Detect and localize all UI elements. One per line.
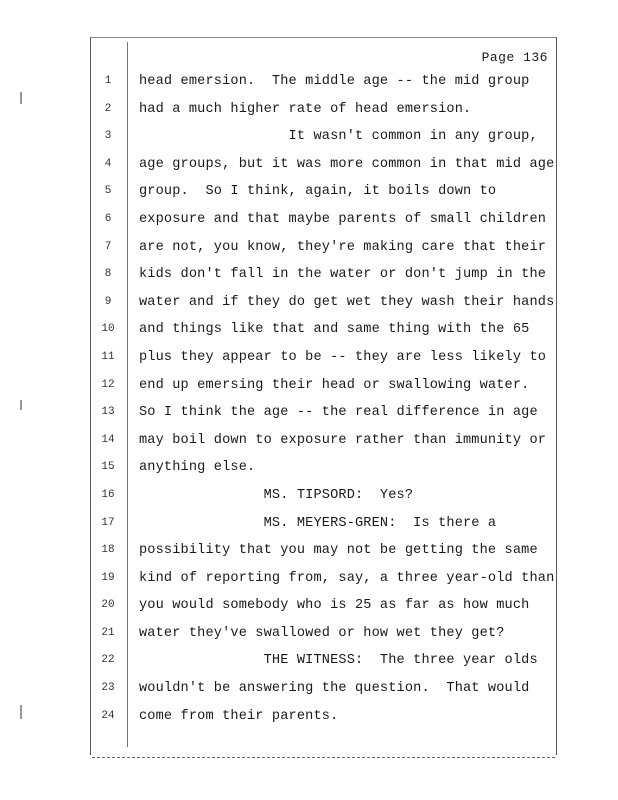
transcript-body: [96, 68, 556, 730]
line-number: 23: [101, 682, 115, 695]
transcript-line: [96, 675, 556, 703]
line-text: water they've swallowed or how wet they get?: [139, 625, 505, 641]
line-number: 21: [101, 626, 115, 639]
transcript-line: [96, 178, 556, 206]
left-margin-mark: [20, 92, 22, 104]
line-number: 4: [104, 157, 112, 170]
line-number: 16: [101, 488, 115, 501]
line-number: 13: [101, 406, 115, 419]
page-number: Page 136: [481, 50, 548, 65]
transcript-line: [96, 454, 556, 482]
left-margin-mark: [20, 705, 22, 719]
line-number: 5: [104, 185, 112, 198]
line-text: It wasn't common in any group,: [139, 129, 538, 145]
line-number: 15: [101, 461, 115, 474]
transcript-line: [96, 537, 556, 565]
transcript-line: [96, 427, 556, 455]
line-number: 19: [101, 571, 115, 584]
transcript-line: [96, 261, 556, 289]
line-text: possibility that you may not be getting the same: [139, 543, 538, 559]
line-number: 8: [104, 268, 112, 281]
line-text: water and if they do get wet they wash their hands: [139, 294, 555, 310]
transcript-line: [96, 620, 556, 648]
line-number: 3: [104, 130, 112, 143]
line-number: 10: [101, 323, 115, 336]
line-text: plus they appear to be -- they are less likely to: [139, 349, 547, 365]
bottom-rule: [92, 757, 555, 760]
line-number: 14: [101, 433, 115, 446]
line-number: 1: [104, 75, 112, 87]
transcript-line: [96, 206, 556, 234]
line-text: kids don't fall in the water or don't jump in the: [139, 267, 547, 283]
transcript-line: [96, 96, 556, 124]
line-number: 24: [101, 709, 115, 722]
line-number: 17: [101, 516, 115, 529]
line-text: So I think the age -- the real difference in age: [139, 405, 538, 421]
line-number: 11: [101, 350, 115, 363]
transcript-line: [96, 68, 556, 96]
line-text: may boil down to exposure rather than immunity or: [139, 432, 547, 448]
transcript-line: [96, 289, 556, 317]
line-number: 7: [104, 240, 112, 253]
line-text: MS. TIPSORD: Yes?: [139, 487, 414, 503]
line-text: end up emersing their head or swallowing water.: [139, 377, 530, 393]
line-number: 20: [101, 599, 115, 612]
transcript-line: [96, 482, 556, 510]
line-text: group. So I think, again, it boils down to: [139, 184, 497, 200]
line-text: and things like that and same thing with the 65: [139, 322, 530, 338]
transcript-line: [96, 372, 556, 400]
transcript-line: [96, 344, 556, 372]
line-number: 9: [104, 295, 112, 308]
line-number: 2: [104, 102, 112, 115]
line-text: are not, you know, they're making care that their: [139, 239, 547, 255]
line-text: come from their parents.: [139, 708, 339, 724]
transcript-line: [96, 316, 556, 344]
line-number: 22: [101, 654, 115, 667]
transcript-line: [96, 399, 556, 427]
left-margin-mark: [20, 400, 22, 410]
line-text: anything else.: [139, 460, 256, 476]
line-text: kind of reporting from, say, a three year-old than: [139, 570, 555, 586]
transcript-line: [96, 647, 556, 675]
transcript-line: [96, 510, 556, 538]
line-text: THE WITNESS: The three year olds: [139, 653, 538, 669]
line-text: wouldn't be answering the question. That would: [139, 681, 530, 697]
line-number: 12: [101, 378, 115, 391]
transcript-line: [96, 703, 556, 731]
transcript-line: [96, 592, 556, 620]
line-text: age groups, but it was more common in that mid age: [139, 156, 555, 172]
transcript-line: [96, 151, 556, 179]
line-number: 6: [104, 212, 112, 225]
transcript-line: [96, 234, 556, 262]
line-number: 18: [101, 544, 115, 557]
transcript-line: [96, 565, 556, 593]
line-text: head emersion. The middle age -- the mid group: [139, 74, 530, 89]
transcript-line: [96, 123, 556, 151]
line-text: you would somebody who is 25 as far as how much: [139, 598, 530, 614]
line-text: exposure and that maybe parents of small children: [139, 211, 547, 227]
line-text: MS. MEYERS-GREN: Is there a: [139, 515, 497, 531]
line-text: had a much higher rate of head emersion.: [139, 101, 472, 117]
